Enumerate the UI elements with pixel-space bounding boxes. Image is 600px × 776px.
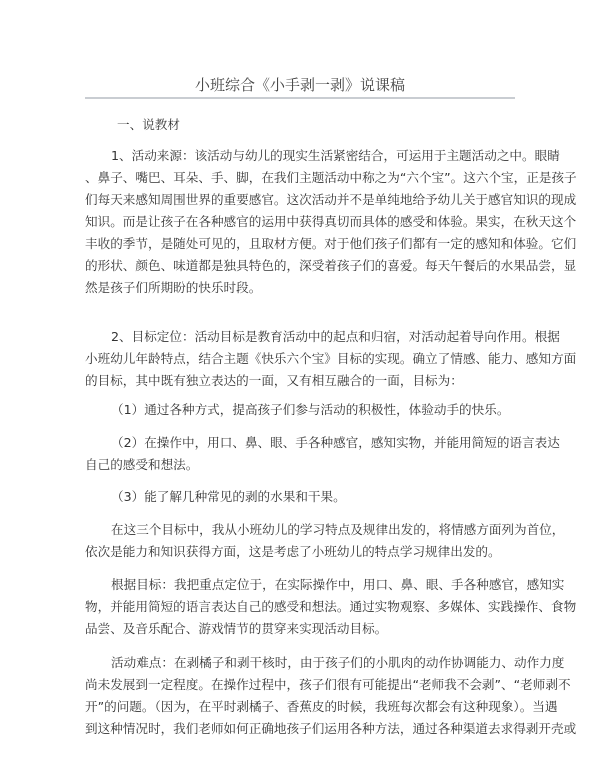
paragraph-line: 然是孩子们所期盼的快乐时段。	[85, 280, 262, 295]
paragraph-line: （1）通过各种方式，提高孩子们参与活动的积极性，体验动手的快乐。	[111, 402, 510, 417]
paragraph-line: 尚未发展到一定程度。在操作过程中，孩子们很有可能提出“老师我不会剥”、“老师剥不	[85, 677, 571, 692]
paragraph	[85, 399, 525, 421]
paragraph	[85, 145, 577, 299]
paragraph-line: （3）能了解几种常见的剥的水果和干果。	[111, 489, 346, 504]
paragraph-line: 依次是能力和知识获得方面，这是考虑了小班幼儿的特点学习规律出发的。	[85, 544, 501, 559]
paragraph-line: 、鼻子、嘴巴、耳朵、手、脚，在我们主题活动中称之为“六个宝”。这六个宝，正是孩子	[85, 170, 577, 185]
paragraph-line: （2）在操作中，用口、鼻、眼、手各种感官，感知实物，并能用简短的语言表达	[111, 435, 560, 450]
paragraph-line: 的目标，其中既有独立表达的一面，又有相互融合的一面，目标为：	[85, 373, 463, 388]
title-divider	[85, 97, 515, 99]
section-heading: 一、说教材	[117, 117, 180, 132]
paragraph	[85, 326, 577, 392]
paragraph	[85, 652, 577, 740]
document-title: 小班综合《小手剥一剥》说课稿	[194, 76, 405, 94]
paragraph	[85, 519, 565, 563]
paragraph-line: 自己的感受和想法。	[85, 457, 199, 472]
paragraph-line: 的形状、颜色、味道都是独具特色的，深受着孩子们的喜爱。每天午餐后的水果品尝，显	[85, 258, 577, 273]
paragraph-line: 物，并能用简短的语言表达自己的感受和想法。通过实物观察、多媒体、实践操作、食物	[85, 599, 577, 614]
paragraph-line: 2、目标定位：活动目标是教育活动中的起点和归宿，对活动起着导向作用。根据	[111, 329, 560, 344]
paragraph	[85, 432, 560, 476]
paragraph-line: 到这种情况时，我们老师如何正确地孩子们运用各种方法，通过各种渠道去求得剥开壳或	[85, 721, 577, 736]
paragraph-line: 小班幼儿年龄特点，结合主题《快乐六个宝》目标的实现。确立了情感、能力、感知方面	[85, 351, 577, 366]
paragraph-line: 品尝、及音乐配合、游戏情节的贯穿来实现活动目标。	[85, 621, 388, 636]
paragraph-line: 活动难点：在剥橘子和剥干核时，由于孩子们的小肌肉的动作协调能力、动作力度	[111, 655, 565, 670]
paragraph-line: 们每天来感知周围世界的重要感官。这次活动并不是单纯地给予幼儿关于感官知识的现成	[85, 192, 577, 207]
paragraph	[85, 486, 525, 508]
paragraph	[85, 574, 577, 640]
paragraph-line: 开”的问题。（因为，在平时剥橘子、香蕉皮的时候，我班每次都会有这种现象）。当遇	[85, 699, 558, 714]
paragraph-line: 丰收的季节，是随处可见的，且取材方便。对于他们孩子们都有一定的感知和体验。它们	[85, 236, 577, 251]
paragraph-line: 根据目标：我把重点定位于，在实际操作中，用口、鼻、眼、手各种感官，感知实	[111, 577, 565, 592]
paragraph-line: 在这三个目标中，我从小班幼儿的学习特点及规律出发的，将情感方面列为首位，	[111, 522, 565, 537]
paragraph-line: 知识。而是让孩子在各种感官的运用中获得真切而具体的感受和体验。果实，在秋天这个	[85, 214, 577, 229]
paragraph-line: 1、活动来源：该活动与幼儿的现实生活紧密结合，可运用于主题活动之中。眼睛	[111, 148, 560, 163]
